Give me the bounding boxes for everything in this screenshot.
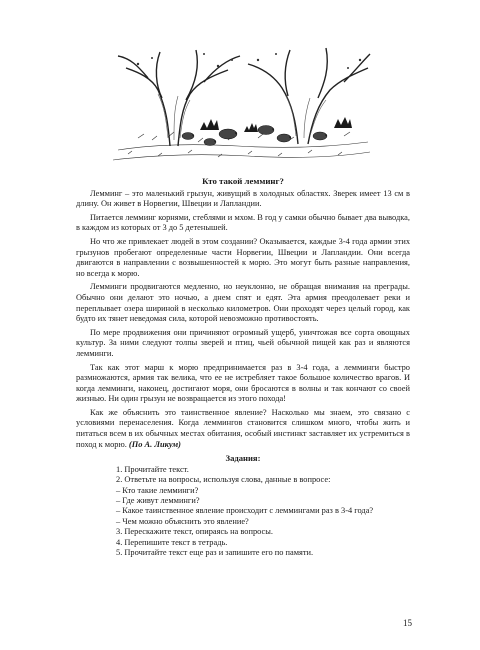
paragraph: Лемминги продвигаются медленно, но неуклонно, не обращая внимания на преграды. Обычно они делают это ночью, а днем спят и едят. Эта армия преодолевает реки и переплывает озера шириной в несколько километров. Они проходят через целый город, как будто их тянет неведомая сила, которой невозможно противостоять. bbox=[76, 282, 410, 324]
task-item: 1. Прочитайте текст. bbox=[116, 464, 189, 474]
author-attribution: (По А. Ликум) bbox=[128, 439, 181, 449]
paragraph: Лемминг – это маленький грызун, живущий в холодных областях. Зверек имеет 13 см в длину. Он живет в Норвегии, Швеции и Лапландии. bbox=[76, 188, 410, 209]
tree-scene-icon bbox=[108, 38, 373, 168]
task-item: 4. Перепишите текст в тетрадь. bbox=[116, 537, 228, 547]
task-item: – Чем можно объяснить это явление? bbox=[116, 516, 249, 526]
paragraph: Так как этот марш к морю предпринимается раз в 3-4 года, а лемминги быстро размножаются, армия так велика, что ее не истребляет такое большое количество врагов. И когда лемминги, наконец, достигают моря, они бросаются в волны и так кончают со своей жизнью. Ни один грызун не возвращается из этого похода! bbox=[76, 362, 410, 404]
task-item: – Где живут лемминги? bbox=[116, 496, 200, 506]
page-number: 15 bbox=[403, 618, 412, 628]
tasks-list bbox=[76, 465, 410, 559]
article-content bbox=[76, 176, 410, 559]
lemmings-illustration bbox=[108, 38, 373, 168]
task-item: 3. Перескажите текст, опираясь на вопросы. bbox=[116, 527, 273, 537]
task-item: – Кто такие лемминги? bbox=[116, 485, 199, 495]
task-item: 5. Прочитайте текст еще раз и запишите его по памяти. bbox=[116, 548, 314, 558]
paragraph: По мере продвижения они причиняют огромный ущерб, уничтожая все сорта овощных культур. За ними следуют толпы зверей и птиц, чьей обычной пищей как раз и являются лемминги. bbox=[76, 327, 410, 358]
task-item: – Какое таинственное явление происходит с леммингами раз в 3-4 года? bbox=[116, 506, 374, 516]
tasks-title: Задания: bbox=[225, 453, 261, 464]
paragraph-last bbox=[76, 408, 410, 450]
paragraph-text: Как же объяснить это таинственное явление? Насколько мы знаем, это связано с условиями перенаселения. Когда леммингов становится слишком много, чтобы жить и питаться всем в их обычных местах обитания, особый инстинкт заставляет их устремиться в поход к морю. bbox=[76, 407, 410, 449]
paragraph: Но что же привлекает людей в этом создании? Оказывается, каждые 3-4 года армии этих грызунов пробегают определенные части Норвегии, Швеции и Лапландии. Они всегда двигаются в направлении с возвышенностей к морю. Это могут быть разные направления, но всегда к морю. bbox=[76, 236, 410, 278]
article-title: Кто такой лемминг? bbox=[202, 176, 284, 186]
task-item: 2. Ответьте на вопросы, используя слова, данные в вопросе: bbox=[116, 475, 331, 485]
paragraph: Питается лемминг корнями, стеблями и мхом. В год у самки обычно бывает два выводка, в каждом из которых от 3 до 5 детенышей. bbox=[76, 212, 410, 233]
